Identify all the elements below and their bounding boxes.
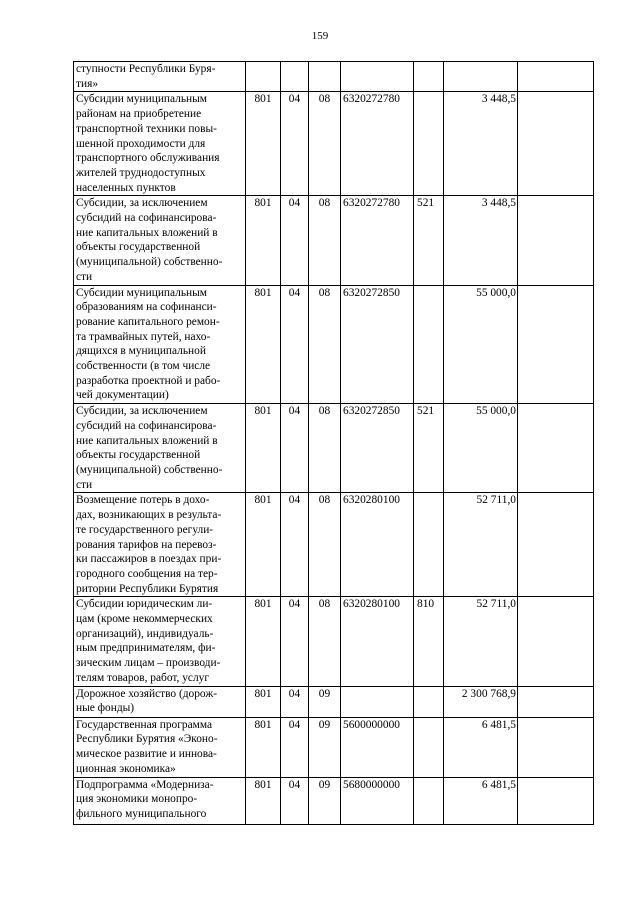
expense-type-cell: 521 xyxy=(414,404,444,493)
ved-cell: 801 xyxy=(246,686,281,717)
amount-cell: 6 481,5 xyxy=(444,717,518,777)
item-name-cell xyxy=(74,404,246,493)
expense-type-cell xyxy=(414,62,444,92)
subsection-cell: 08 xyxy=(309,597,341,686)
section-cell: 04 xyxy=(281,196,309,285)
item-name-line: мическое развитие и иннова- xyxy=(76,747,217,760)
item-name-line: Государственная программа xyxy=(76,718,213,731)
page-number: 159 xyxy=(311,30,329,42)
item-name-cell xyxy=(74,717,246,777)
target-article-cell: 6320272780 xyxy=(341,196,414,285)
extra-cell xyxy=(518,717,594,777)
item-name-line: чей документации) xyxy=(76,389,169,402)
subsection-cell: 08 xyxy=(309,493,341,597)
amount-cell: 55 000,0 xyxy=(444,285,518,404)
target-article-cell: 6320280100 xyxy=(341,597,414,686)
item-name-line: (муниципальной) собственно- xyxy=(76,463,223,476)
item-name-line: Субсидии муниципальным xyxy=(76,286,208,299)
item-name-line: населенных пунктов xyxy=(76,181,176,194)
table-row xyxy=(74,92,594,196)
item-name-line: Субсидии юридическим ли- xyxy=(76,598,213,611)
target-article-cell xyxy=(341,686,414,717)
expense-type-cell: 521 xyxy=(414,196,444,285)
expense-type-cell xyxy=(414,717,444,777)
ved-cell: 801 xyxy=(246,717,281,777)
item-name-cell xyxy=(74,92,246,196)
subsection-cell: 09 xyxy=(309,686,341,717)
item-name-line: ние капитальных вложений в xyxy=(76,226,218,239)
item-name-line: фильного муниципального xyxy=(76,807,207,820)
section-cell: 04 xyxy=(281,493,309,597)
table-row xyxy=(74,493,594,597)
ved-cell: 801 xyxy=(246,404,281,493)
extra-cell xyxy=(518,404,594,493)
item-name-line: жителей труднодоступных xyxy=(76,166,206,179)
item-name-line: Субсидии, за исключением xyxy=(76,405,208,418)
item-name-line: дящихся в муниципальной xyxy=(76,345,206,358)
item-name-line: зическим лицам – производи- xyxy=(76,657,221,670)
target-article-cell: 6320272780 xyxy=(341,92,414,196)
amount-cell xyxy=(444,62,518,92)
item-name-line: рования тарифов на перевоз- xyxy=(76,538,217,551)
budget-table xyxy=(73,61,594,825)
item-name-line: ным предпринимателям, фи- xyxy=(76,642,216,655)
item-name-line: Республики Бурятия «Эконо- xyxy=(76,733,218,746)
subsection-cell: 09 xyxy=(309,777,341,824)
subsection-cell: 08 xyxy=(309,196,341,285)
table-row xyxy=(74,686,594,717)
section-cell: 04 xyxy=(281,285,309,404)
item-name-cell xyxy=(74,285,246,404)
item-name-line: Субсидии муниципальным xyxy=(76,93,208,106)
item-name-line: разработка проектной и рабо- xyxy=(76,374,221,387)
item-name-cell xyxy=(74,686,246,717)
item-name-line: (муниципальной) собственно- xyxy=(76,256,223,269)
table-row xyxy=(74,777,594,824)
amount-cell: 3 448,5 xyxy=(444,196,518,285)
item-name-line: ционная экономика» xyxy=(76,762,176,775)
subsection-cell: 08 xyxy=(309,404,341,493)
target-article-cell: 6320280100 xyxy=(341,493,414,597)
target-article-cell: 5600000000 xyxy=(341,717,414,777)
item-name-line: сти xyxy=(76,478,93,491)
extra-cell xyxy=(518,777,594,824)
expense-type-cell xyxy=(414,493,444,597)
item-name-line: субсидий на софинансирова- xyxy=(76,212,217,225)
expense-type-cell: 810 xyxy=(414,597,444,686)
item-name-line: Возмещение потерь в дохо- xyxy=(76,494,210,507)
item-name-line: ки пассажиров в поездах при- xyxy=(76,553,222,566)
item-name-cell xyxy=(74,597,246,686)
extra-cell xyxy=(518,597,594,686)
item-name-line: объекты государственной xyxy=(76,241,201,254)
ved-cell: 801 xyxy=(246,493,281,597)
extra-cell xyxy=(518,493,594,597)
item-name-cell xyxy=(74,196,246,285)
ved-cell: 801 xyxy=(246,285,281,404)
item-name-line: городного сообщения на тер- xyxy=(76,567,218,580)
item-name-line: транспортной техники повы- xyxy=(76,122,217,135)
item-name-line: тия» xyxy=(76,77,99,90)
item-name-line: цам (кроме некоммерческих xyxy=(76,613,213,626)
table-row xyxy=(74,285,594,404)
item-name-cell xyxy=(74,777,246,824)
ved-cell: 801 xyxy=(246,92,281,196)
table-row xyxy=(74,62,594,92)
item-name-line: организаций), индивидуаль- xyxy=(76,627,214,640)
extra-cell xyxy=(518,285,594,404)
ved-cell xyxy=(246,62,281,92)
subsection-cell: 08 xyxy=(309,92,341,196)
amount-cell: 52 711,0 xyxy=(444,493,518,597)
item-name-line: шенной проходимости для xyxy=(76,137,206,150)
section-cell: 04 xyxy=(281,777,309,824)
item-name-line: сти xyxy=(76,270,93,283)
target-article-cell: 6320272850 xyxy=(341,404,414,493)
ved-cell: 801 xyxy=(246,196,281,285)
amount-cell: 6 481,5 xyxy=(444,777,518,824)
extra-cell xyxy=(518,92,594,196)
amount-cell: 3 448,5 xyxy=(444,92,518,196)
target-article-cell: 6320272850 xyxy=(341,285,414,404)
expense-type-cell xyxy=(414,686,444,717)
subsection-cell xyxy=(309,62,341,92)
item-name-line: ритории Республики Бурятия xyxy=(76,582,219,595)
section-cell xyxy=(281,62,309,92)
item-name-line: районам на приобретение xyxy=(76,108,202,121)
expense-type-cell xyxy=(414,285,444,404)
item-name-cell xyxy=(74,493,246,597)
item-name-line: объекты государственной xyxy=(76,449,201,462)
section-cell: 04 xyxy=(281,92,309,196)
section-cell: 04 xyxy=(281,686,309,717)
item-name-line: те государственного регули- xyxy=(76,523,214,536)
item-name-line: ние капитальных вложений в xyxy=(76,434,218,447)
section-cell: 04 xyxy=(281,717,309,777)
table-body xyxy=(74,62,594,825)
extra-cell xyxy=(518,686,594,717)
expense-type-cell xyxy=(414,92,444,196)
table-row xyxy=(74,597,594,686)
item-name-line: ступности Республики Буря- xyxy=(76,63,216,75)
item-name-line: та трамвайных путей, нахо- xyxy=(76,330,211,343)
target-article-cell xyxy=(341,62,414,92)
ved-cell: 801 xyxy=(246,597,281,686)
extra-cell xyxy=(518,62,594,92)
ved-cell: 801 xyxy=(246,777,281,824)
section-cell: 04 xyxy=(281,404,309,493)
table-row xyxy=(74,196,594,285)
item-name-line: телям товаров, работ, услуг xyxy=(76,671,209,684)
item-name-line: транспортного обслуживания xyxy=(76,152,220,165)
section-cell: 04 xyxy=(281,597,309,686)
table-row xyxy=(74,404,594,493)
expense-type-cell xyxy=(414,777,444,824)
item-name-line: дах, возникающих в результа- xyxy=(76,509,222,522)
amount-cell: 2 300 768,9 xyxy=(444,686,518,717)
item-name-cell xyxy=(74,62,246,92)
amount-cell: 52 711,0 xyxy=(444,597,518,686)
subsection-cell: 09 xyxy=(309,717,341,777)
table-row xyxy=(74,717,594,777)
item-name-line: Подпрограмма «Модерниза- xyxy=(76,778,214,791)
item-name-line: ция экономики монопро- xyxy=(76,793,198,806)
extra-cell xyxy=(518,196,594,285)
item-name-line: собственности (в том числе xyxy=(76,360,211,373)
item-name-line: Дорожное хозяйство (дорож- xyxy=(76,687,217,700)
item-name-line: Субсидии, за исключением xyxy=(76,197,208,210)
subsection-cell: 08 xyxy=(309,285,341,404)
item-name-line: образованиям на софинанси- xyxy=(76,301,217,314)
amount-cell: 55 000,0 xyxy=(444,404,518,493)
item-name-line: ные фонды) xyxy=(76,702,135,715)
item-name-line: рование капитального ремон- xyxy=(76,315,220,328)
item-name-line: субсидий на софинансирова- xyxy=(76,419,217,432)
target-article-cell: 5680000000 xyxy=(341,777,414,824)
